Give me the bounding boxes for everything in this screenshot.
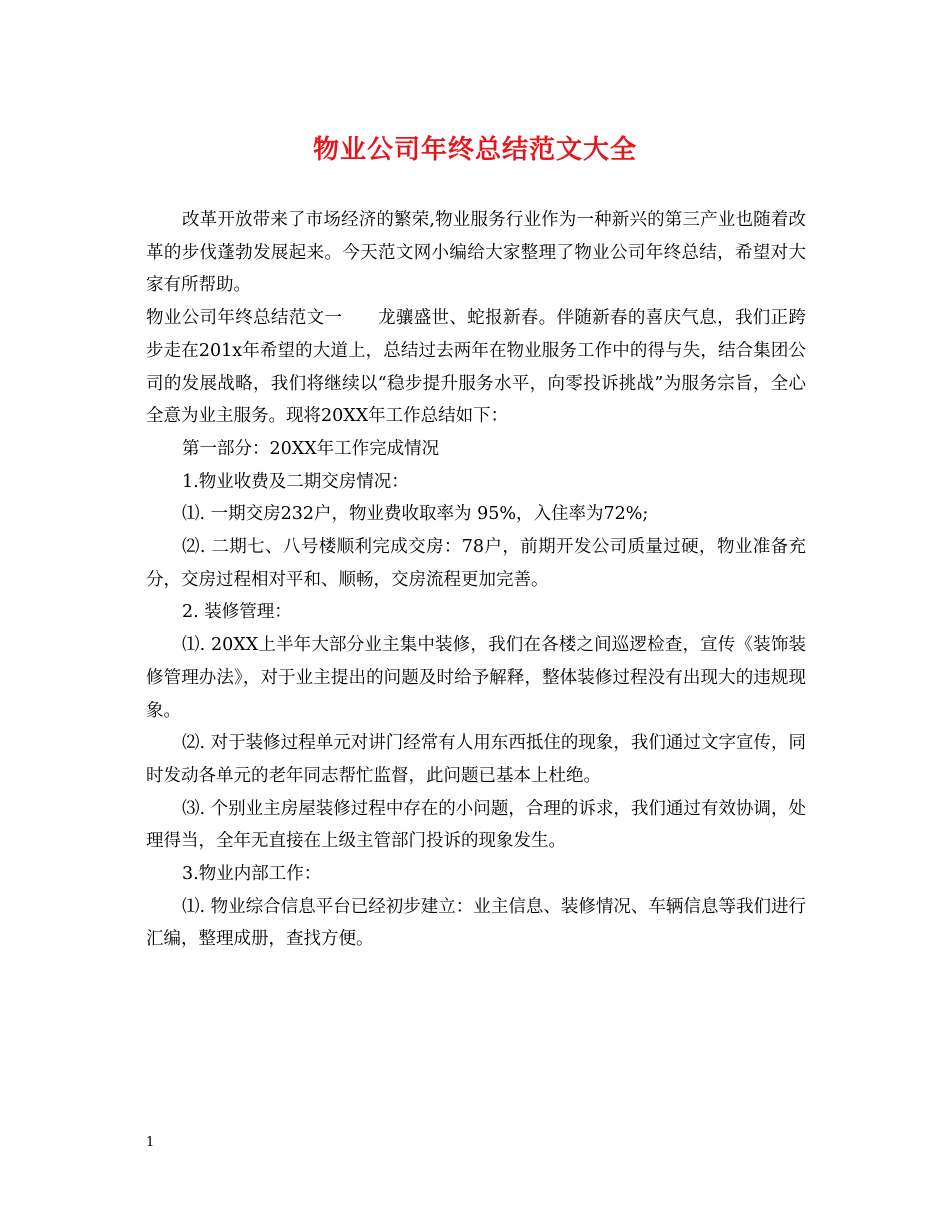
list-item-renovation-2: ⑵. 对于装修过程单元对讲门经常有人用东西抵住的现象，我们通过文字宣传，同时发动各单元的老年同志帮忙监督，此问题已基本上杜绝。 — [146, 733, 806, 786]
list-item-renovation-1: ⑴. 20XX上半年大部分业主集中装修，我们在各楼之间巡逻检查，宣传《装饰装修管理办法》，对于业主提出的问题及时给予解释，整体装修过程没有出现大的违规现象。 — [146, 635, 806, 721]
list-item-renovation-3: ⑶. 个别业主房屋装修过程中存在的小问题，合理的诉求，我们通过有效协调，处理得当，全年无直接在上级主管部门投诉的现象发生。 — [146, 798, 806, 852]
list-item-fees-1: ⑴. 一期交房232户，物业费收取率为 95%，入住率为72%; — [182, 504, 649, 525]
subheading-internal-work: 3.物业内部工作： — [182, 864, 322, 885]
subheading-fees-handover: 1.物业收费及二期交房情况： — [182, 471, 409, 492]
page-number: 1 — [146, 1135, 155, 1150]
subheading-renovation: 2. 装修管理： — [182, 602, 292, 623]
list-item-fees-2: ⑵. 二期七、八号楼顺利完成交房：78户，前期开发公司质量过硬，物业准备充分，交房过程相对平和、顺畅，交房流程更加完善。 — [146, 537, 806, 590]
sample-one-paragraph: 物业公司年终总结范文一 龙骧盛世、蛇报新春。伴随新春的喜庆气息，我们正跨步走在201x年希望的大道上，总结过去两年在物业服务工作中的得与失，结合集团公司的发展战略，我们将继续以“稳步提升服务水平，向零投诉挑战”为服务宗旨，全心全意为业主服务。现将20XX年工作总结如下： — [146, 308, 806, 427]
list-item-internal-1: ⑴. 物业综合信息平台已经初步建立：业主信息、装修情况、车辆信息等我们进行汇编，整理成册，查找方便。 — [146, 896, 806, 950]
section-heading-part-one: 第一部分：20XX年工作完成情况 — [182, 438, 440, 459]
intro-paragraph: 改革开放带来了市场经济的繁荣,物业服务行业作为一种新兴的第三产业也随着改革的步伐蓬勃发展起来。今天范文网小编给大家整理了物业公司年终总结，希望对大家有所帮助。 — [146, 210, 806, 296]
document-title: 物业公司年终总结范文大全 — [312, 135, 637, 165]
document-body — [146, 204, 806, 956]
